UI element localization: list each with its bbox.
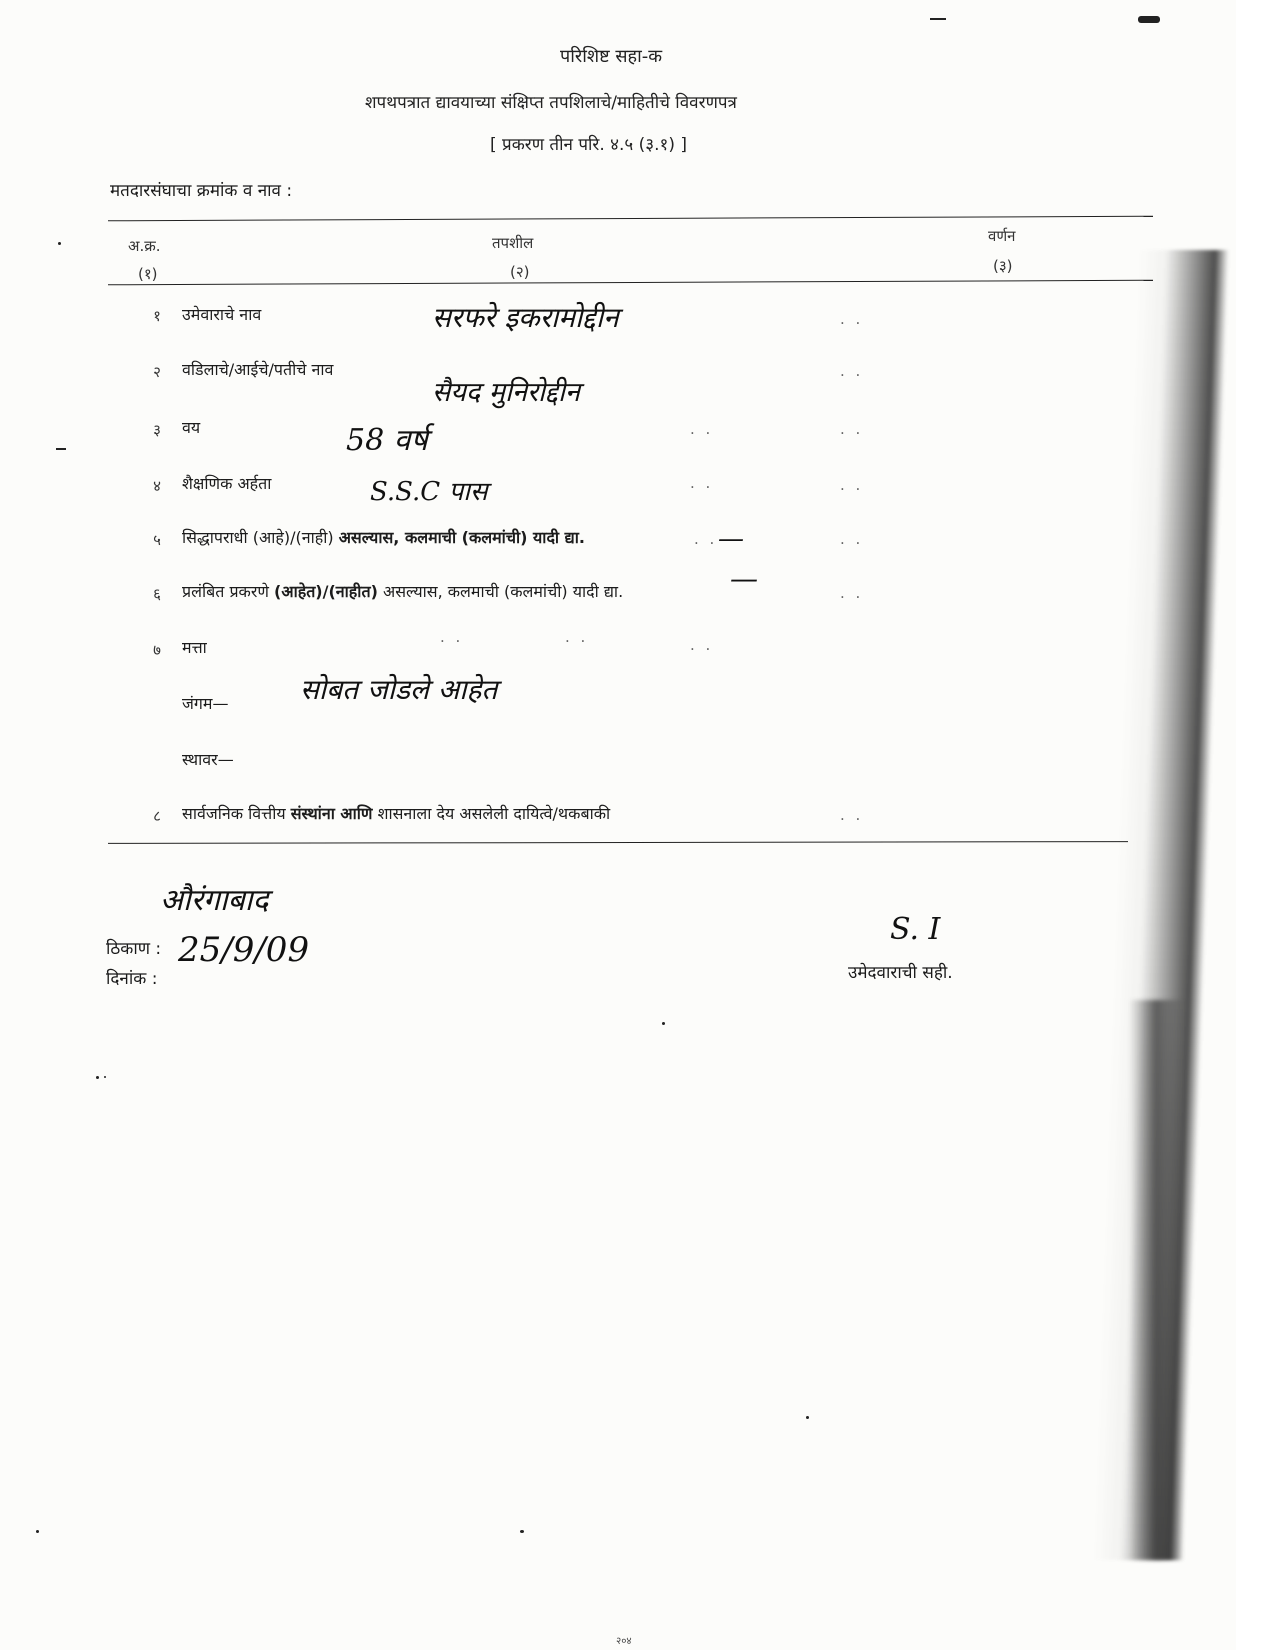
- handwritten-assets: सोबत जोडले आहेत: [300, 673, 498, 706]
- row-number: ७: [153, 641, 161, 659]
- row-number: ८: [153, 807, 161, 825]
- form-title: शपथपत्रात द्यावयाच्या संक्षिप्त तपशिलाचे/माहितीचे विवरणपत्र: [365, 93, 737, 113]
- scan-mark: [930, 18, 946, 20]
- row-number: ६: [153, 585, 161, 603]
- row-label-parent-name: वडिलाचे/आईचे/पतीचे नाव: [182, 360, 334, 379]
- row-number: २: [153, 363, 161, 381]
- row-label-candidate-name: उमेवाराचे नाव: [182, 305, 262, 324]
- row-number: ४: [153, 477, 161, 495]
- row-label-education: शैक्षणिक अर्हता: [182, 474, 272, 493]
- handwritten-parent-name: सैयद मुनिरोद्दीन: [432, 377, 581, 408]
- handwritten-pending-cases: —: [730, 562, 758, 595]
- row-label-pending-cases: प्रलंबित प्रकरणे (आहेत)/(नाहीत) असल्यास, कलमाची (कलमांची) यादी द्या.: [182, 582, 624, 601]
- column-header-serial-num: (१): [138, 265, 158, 283]
- row-number: १: [153, 307, 161, 325]
- table-bottom-rule: [108, 841, 1128, 844]
- signature-label: उमेदवाराची सही.: [848, 963, 953, 983]
- scan-speck: [662, 1022, 665, 1025]
- column-header-description-num: (३): [993, 257, 1013, 275]
- row-label-convictions: सिद्धापराधी (आहे)/(नाही) असल्यास, कलमाची (कलमांची) यादी द्या.: [182, 528, 585, 547]
- place-label: ठिकाण :: [106, 939, 162, 959]
- date-label: दिनांक :: [106, 969, 158, 989]
- row-label-movable: जंगम—: [182, 694, 229, 713]
- handwritten-education: S.S.C पास: [370, 477, 488, 507]
- scan-speck: [104, 1076, 106, 1078]
- handwritten-date: 25/9/09: [178, 930, 310, 970]
- form-reference: [ प्रकरण तीन परि. ४.५ (३.१) ]: [490, 135, 688, 155]
- table-header-rule: [108, 280, 1153, 286]
- scan-speck: [56, 448, 66, 450]
- column-header-detail-num: (२): [510, 263, 530, 281]
- scan-speck: [806, 1416, 809, 1419]
- scan-speck: [36, 1530, 39, 1533]
- row-number: ३: [153, 421, 161, 439]
- handwritten-place: औरंगाबाद: [160, 883, 269, 918]
- handwritten-convictions: —: [718, 524, 744, 554]
- scan-speck: [96, 1076, 99, 1079]
- candidate-signature: S. I: [890, 912, 941, 947]
- row-label-age: वय: [182, 418, 201, 437]
- table-top-rule: [108, 216, 1153, 222]
- appendix-title: परिशिष्ट सहा-क: [560, 46, 663, 67]
- handwritten-age: 58 वर्ष: [346, 423, 428, 458]
- scan-speck: [58, 242, 61, 245]
- scan-shadow-lower: [1129, 1000, 1184, 1560]
- column-header-serial: अ.क्र.: [128, 237, 161, 255]
- row-label-immovable: स्थावर—: [182, 750, 234, 769]
- column-header-detail: तपशील: [492, 234, 534, 252]
- column-header-description: वर्णन: [988, 227, 1016, 245]
- scanned-page: परिशिष्ट सहा-क शपथपत्रात द्यावयाच्या संक्षिप्त तपशिलाचे/माहितीचे विवरणपत्र [ प्रकरण तीन परि. ४.५ (३.१) ] मतदारसंघाचा क्रमांक व नाव : अ.क्र. (१) तपशील (२) वर्णन (३) १ उमेवाराचे नाव सरफरे इकरामोद्दीन . . २ वडिलाचे/आईचे/पतीचे नाव सैयद मुनिरोद्दीन . . ३ वय 58 वर्ष . . . . ४ शैक्षणिक अर्हता S.S.C पास . . . . ५ सिद्धापराधी (आहे)/(नाही) असल्यास, कलमाची (कलमांची) यादी द्या. — . . . . ६ प्रलंबित प्रकरणे (आहेत)/(नाहीत) असल्यास, कलमाची (कलमांची) यादी द्या. — . . ७ मत्ता . . . . . . सोबत जोडले आहेत जंगम— स्थावर— ८ सार्वजनिक वित्तीय संस्थांना आणि शासनाला देय असलेली दायित्वे/थकबाकी . . औरंगाबाद ठिकाण : दिनांक : 25/9/09 S. I उमेदवाराची सही. २०४: [0, 0, 1276, 1650]
- row-number: ५: [153, 531, 161, 549]
- scan-mark: [1138, 16, 1160, 23]
- handwritten-candidate-name: सरफरे इकरामोद्दीन: [432, 301, 619, 334]
- page-number: २०४: [616, 1636, 632, 1647]
- scan-speck: [520, 1530, 524, 1533]
- scan-edge: [1236, 0, 1276, 1650]
- row-label-liabilities: सार्वजनिक वित्तीय संस्थांना आणि शासनाला देय असलेली दायित्वे/थकबाकी: [182, 804, 611, 823]
- row-label-assets: मत्ता: [182, 638, 207, 657]
- constituency-label: मतदारसंघाचा क्रमांक व नाव :: [110, 181, 293, 201]
